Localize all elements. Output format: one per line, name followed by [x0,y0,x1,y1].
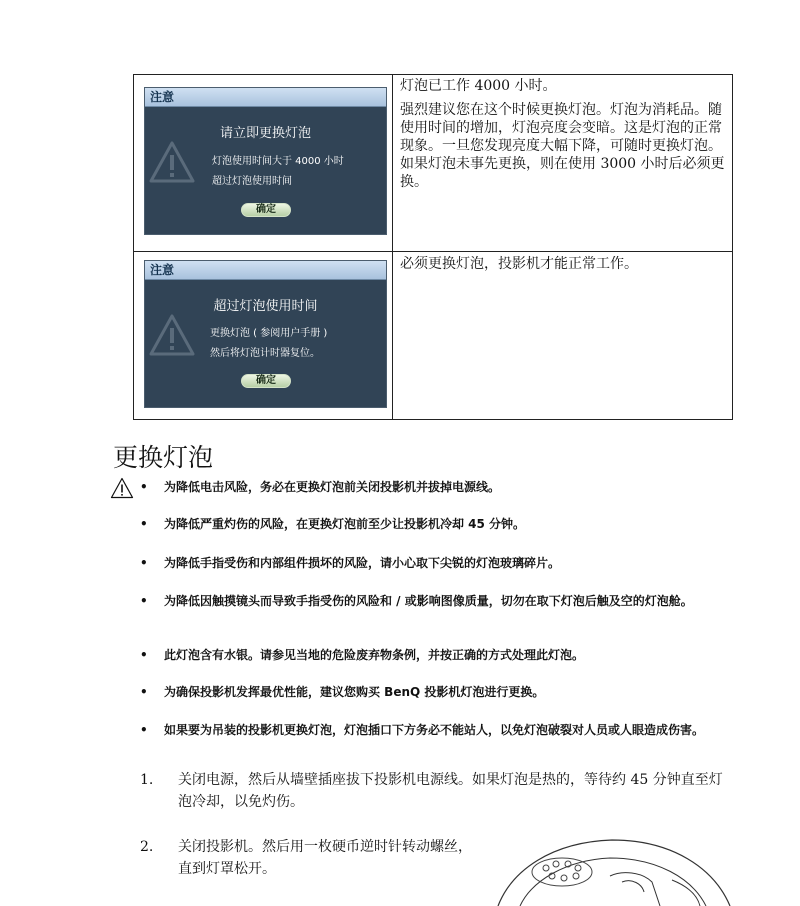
dialog-heading: 超过灯泡使用时间 [213,299,318,314]
caution-icon [110,477,134,499]
bullet-text: 此灯泡含有水银。请参见当地的危险废弃物条例，并按正确的方式处理此灯泡。 [164,648,585,662]
bullet-text: 为降低手指受伤和内部组件损坏的风险，请小心取下尖锐的灯泡玻璃碎片。 [164,556,561,570]
bullet-dot: • [140,685,148,699]
bullet-text: 为降低因触摸镜头而导致手指受伤的风险和 / 或影响图像质量，切勿在取下灯泡后触及空的灯泡舱。 [164,594,693,608]
step-number: 2. [140,839,154,855]
dialog-line: 更换灯泡 ( 参阅用户手册 ) [210,328,328,339]
warning-triangle-icon [149,140,195,184]
bullet-text: 如果要为吊装的投影机更换灯泡，灯泡插口下方务必不能站人，以免灯泡破裂对人员或人眼造成伤害。 [164,723,705,737]
dialog-line: 超过灯泡使用时间 [212,176,292,187]
row1-description [400,77,728,197]
bullet-dot: • [140,594,148,608]
bullet-dot: • [140,556,148,570]
lamp-message-table [133,74,733,420]
bullet-dot: • [140,648,148,662]
bullet-text: 为降低电击风险，务必在更换灯泡前关闭投影机并拔掉电源线。 [164,480,501,494]
lamp-time-exceeded-dialog [144,260,387,408]
table-column-divider [392,75,393,419]
step-text: 关闭电源，然后从墙壁插座拔下投影机电源线。如果灯泡是热的，等待约 45 分钟直至灯泡冷却，以免灼伤。 [178,772,723,810]
dialog-line: 灯泡使用时间大于 4000 小时 [212,156,344,167]
projector-illustration [492,820,732,906]
dialog-line: 然后将灯泡计时器复位。 [210,348,320,359]
warning-triangle-icon [149,313,195,357]
section-title: 更换灯泡 [113,443,214,472]
step-number: 1. [140,772,154,788]
row2-paragraph: 必须更换灯泡，投影机才能正常工作。 [400,256,638,272]
row1-paragraph: 灯泡已工作 4000 小时。 [400,78,557,94]
confirm-button[interactable]: 确定 [241,374,291,388]
bullet-dot: • [140,517,148,531]
row1-paragraph: 强烈建议您在这个时候更换灯泡。灯泡为消耗品。随使用时间的增加，灯泡亮度会变暗。这是灯泡的正常现象。一旦您发现亮度大幅下降，可随时更换灯泡。如果灯泡未事先更换，则在使用 3000 小时后必须更换。 [400,102,725,190]
bullet-text: 为确保投影机发挥最优性能，建议您购买 BenQ 投影机灯泡进行更换。 [164,685,545,699]
dialog-title: 注意 [145,261,386,280]
bullet-text: 为降低严重灼伤的风险，在更换灯泡前至少让投影机冷却 45 分钟。 [164,517,526,531]
bullet-dot: • [140,723,148,737]
lamp-replace-now-dialog [144,87,387,235]
bullet-dot: • [140,480,148,494]
step-text: 关闭投影机。然后用一枚硬币逆时针转动螺丝，直到灯罩松开。 [178,839,472,877]
table-row-divider [134,251,732,252]
row2-description [400,255,728,279]
dialog-title: 注意 [145,88,386,107]
dialog-heading: 请立即更换灯泡 [219,126,311,141]
confirm-button[interactable]: 确定 [241,203,291,217]
